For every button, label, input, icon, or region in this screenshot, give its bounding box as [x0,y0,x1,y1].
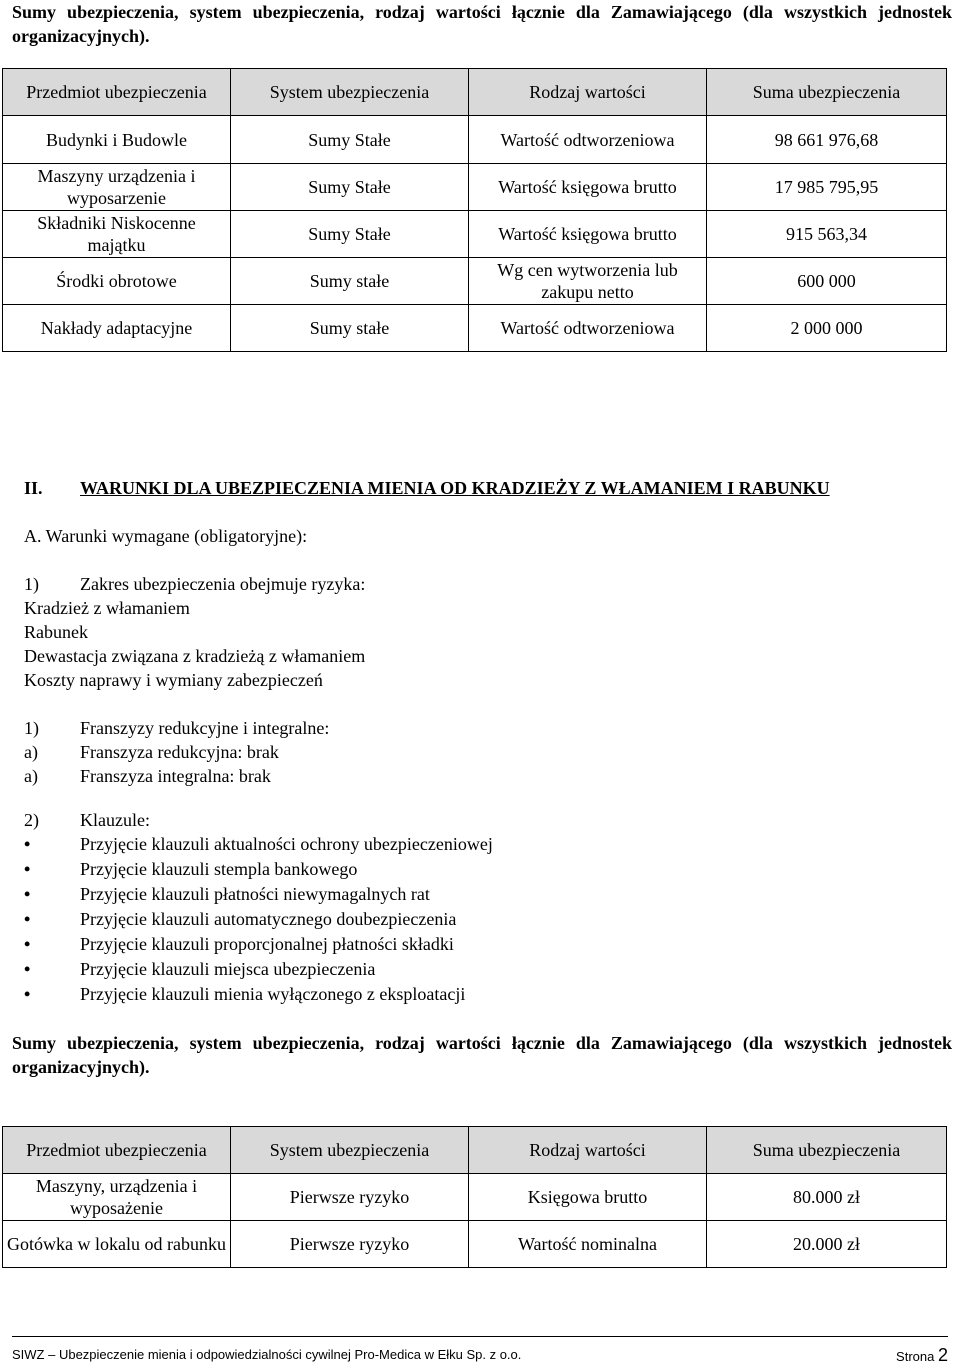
insurance-table-2 [2,1126,947,1268]
table-cell: Maszyny, urządzenia i wyposażenie [3,1174,231,1221]
table-cell: Sumy Stałe [231,116,469,164]
clause-text: Przyjęcie klauzuli aktualności ochrony ubezpieczeniowej [80,834,493,854]
subsection-a-heading: A. Warunki wymagane (obligatoryjne): [24,526,308,546]
franchise-number: 1) [24,718,39,738]
table-cell: 17 985 795,95 [707,164,947,211]
header-sum: Suma ubezpieczenia [707,1127,947,1174]
table-cell: Pierwsze ryzyko [231,1174,469,1221]
clauses-list [24,832,493,1007]
table-cell: Pierwsze ryzyko [231,1221,469,1268]
header-value-type: Rodzaj wartości [469,1127,707,1174]
table-cell: Wartość nominalna [469,1221,707,1268]
table-cell: Maszyny urządzenia i wyposarzenie [3,164,231,211]
table-cell: Wartość odtworzeniowa [469,116,707,164]
table-cell: Sumy Stałe [231,211,469,258]
bullet-icon: • [24,859,31,879]
clause-text: Przyjęcie klauzuli automatycznego doubezpieczenia [80,909,457,929]
franchise-heading [24,716,329,740]
franchise-item-text: Franszyza redukcyjna: brak [80,742,279,762]
list-item [24,932,493,957]
franchise-item [24,740,279,764]
scope-item: Koszty naprawy i wymiany zabezpieczeń [24,670,323,690]
list-item [24,857,493,882]
table-cell: Nakłady adaptacyjne [3,305,231,352]
table-cell: Wartość odtworzeniowa [469,305,707,352]
header-subject: Przedmiot ubezpieczenia [3,1127,231,1174]
list-item [24,882,493,907]
scope-heading [24,572,365,596]
table-cell: 98 661 976,68 [707,116,947,164]
page-footer [12,1345,948,1365]
list-item [24,982,493,1007]
list-item [24,832,493,857]
table-row [3,164,947,211]
header-sum: Suma ubezpieczenia [707,69,947,116]
scope-number: 1) [24,574,39,594]
table-cell: Gotówka w lokalu od rabunku [3,1221,231,1268]
header-system: System ubezpieczenia [231,69,469,116]
table-cell: Składniki Niskocenne majątku [3,211,231,258]
header-subject: Przedmiot ubezpieczenia [3,69,231,116]
clauses-label: Klauzule: [80,810,150,830]
table-cell: Środki obrotowe [3,258,231,305]
intro-paragraph-2: Sumy ubezpieczenia, system ubezpieczenia, rodzaj wartości łącznie dla Zamawiającego (dla wszystkich jednostek organizacyjnych). [12,1033,952,1077]
table-cell: Sumy stałe [231,305,469,352]
table-row [3,305,947,352]
table-cell: 915 563,34 [707,211,947,258]
table-cell: Budynki i Budowle [3,116,231,164]
table-cell: 600 000 [707,258,947,305]
scope-item: Dewastacja związana z kradzieżą z włamaniem [24,646,366,666]
insurance-table-1 [2,68,947,352]
intro-paragraph-1: Sumy ubezpieczenia, system ubezpieczenia, rodzaj wartości łącznie dla Zamawiającego (dla wszystkich jednostek organizacyjnych). [12,2,952,46]
table-row [3,1221,947,1268]
table-cell: 80.000 zł [707,1174,947,1221]
header-system: System ubezpieczenia [231,1127,469,1174]
bullet-icon: • [24,884,31,904]
table-cell: Wg cen wytworzenia lub zakupu netto [469,258,707,305]
clauses-heading [24,808,150,832]
franchise-item-number: a) [24,766,38,786]
table-cell: Sumy stałe [231,258,469,305]
section-number: II. [24,478,43,498]
bullet-icon: • [24,934,31,954]
table-cell: Sumy Stałe [231,164,469,211]
clause-text: Przyjęcie klauzuli płatności niewymagalnych rat [80,884,430,904]
clause-text: Przyjęcie klauzuli miejsca ubezpieczenia [80,959,376,979]
table-cell: Księgowa brutto [469,1174,707,1221]
table-row [3,258,947,305]
list-item [24,957,493,982]
clause-text: Przyjęcie klauzuli mienia wyłączonego z eksploatacji [80,984,466,1004]
table-row [3,116,947,164]
bullet-icon: • [24,959,31,979]
scope-label: Zakres ubezpieczenia obejmuje ryzyka: [80,574,366,594]
table-header-row [3,1127,947,1174]
clause-text: Przyjęcie klauzuli stempla bankowego [80,859,358,879]
table-cell: 20.000 zł [707,1221,947,1268]
clauses-number: 2) [24,810,39,830]
franchise-label: Franszyzy redukcyjne i integralne: [80,718,330,738]
page-indicator [896,1345,948,1367]
page-label: Strona [896,1349,935,1364]
franchise-item-number: a) [24,742,38,762]
franchise-item [24,764,271,788]
footer-divider [12,1336,948,1337]
section-heading [24,476,830,500]
scope-item: Rabunek [24,622,88,642]
header-value-type: Rodzaj wartości [469,69,707,116]
scope-item: Kradzież z włamaniem [24,598,190,618]
table-row [3,1174,947,1221]
bullet-icon: • [24,909,31,929]
table-header-row [3,69,947,116]
footer-document-title: SIWZ – Ubezpieczenie mienia i odpowiedzialności cywilnej Pro-Medica w Ełku Sp. z o.o. [12,1347,522,1362]
bullet-icon: • [24,984,31,1004]
table-cell: Wartość księgowa brutto [469,164,707,211]
list-item [24,907,493,932]
bullet-icon: • [24,834,31,854]
section-title: WARUNKI DLA UBEZPIECZENIA MIENIA OD KRADZIEŻY Z WŁAMANIEM I RABUNKU [80,478,830,498]
page-number: 2 [937,1345,948,1365]
table-cell: Wartość księgowa brutto [469,211,707,258]
table-cell: 2 000 000 [707,305,947,352]
franchise-item-text: Franszyza integralna: brak [80,766,271,786]
table-row [3,211,947,258]
clause-text: Przyjęcie klauzuli proporcjonalnej płatności składki [80,934,454,954]
